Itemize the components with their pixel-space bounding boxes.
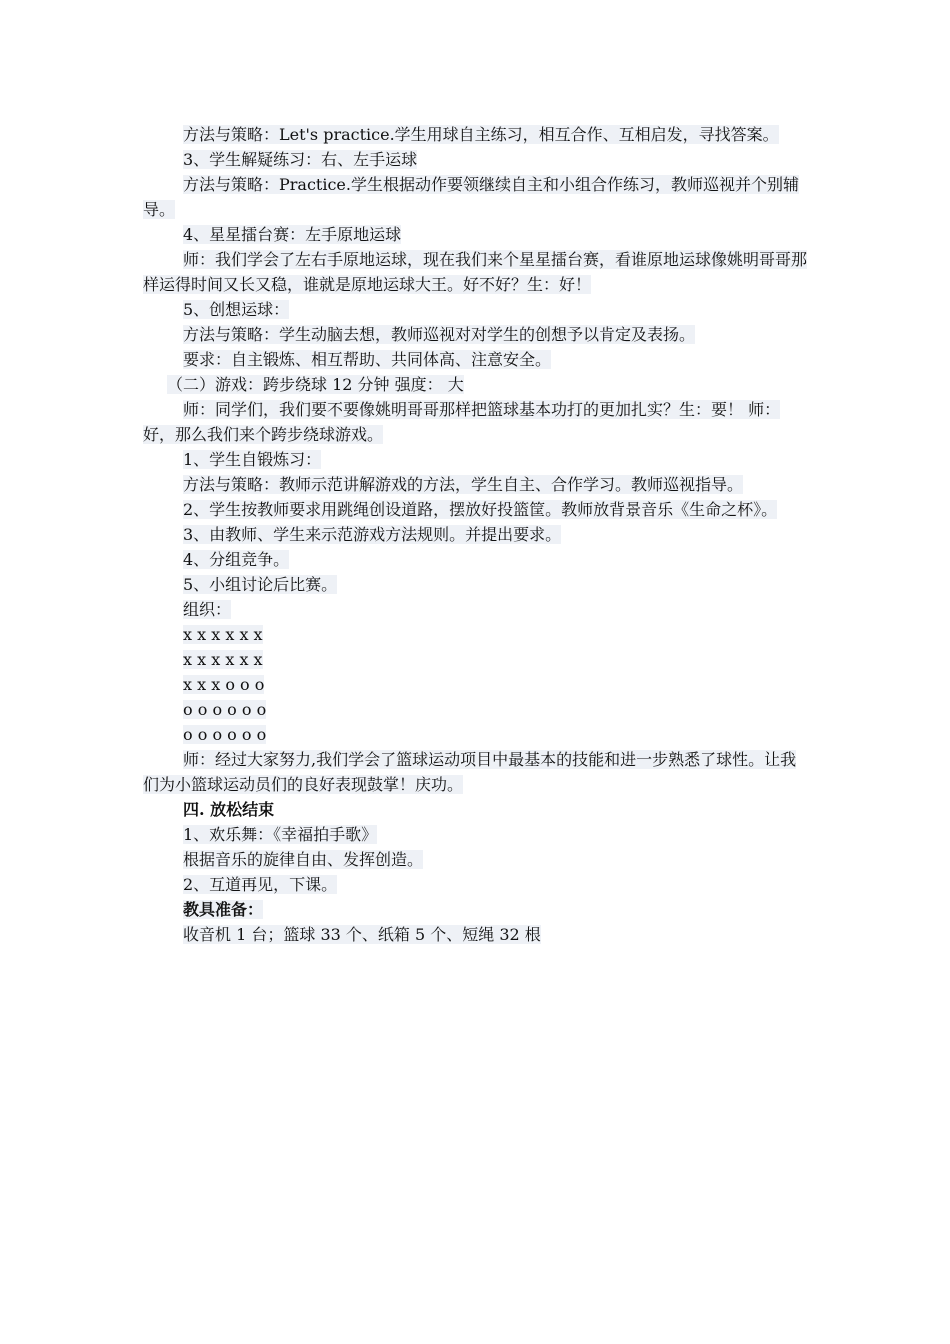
line-text: 5、小组讨论后比赛。 bbox=[183, 575, 338, 594]
formation-row bbox=[143, 622, 808, 647]
line-text: x x x o o o bbox=[183, 675, 265, 694]
line-text: 教具准备： bbox=[183, 900, 264, 919]
line-text: 方法与策略：学生动脑去想，教师巡视对对学生的创想予以肯定及表扬。 bbox=[183, 325, 696, 344]
line-text: （二）游戏：跨步绕球 12 分钟 强度： 大 bbox=[167, 375, 464, 394]
paragraph bbox=[143, 147, 808, 172]
section-heading bbox=[143, 897, 808, 922]
paragraph bbox=[143, 247, 808, 297]
paragraph bbox=[143, 747, 808, 797]
paragraph bbox=[143, 497, 808, 522]
line-text: 方法与策略：教师示范讲解游戏的方法，学生自主、合作学习。教师巡视指导。 bbox=[183, 475, 744, 494]
paragraph bbox=[143, 847, 808, 872]
line-text: 方法与策略：Practice.学生根据动作要领继续自主和小组合作练习，教师巡视并个别辅导。 bbox=[143, 175, 799, 219]
paragraph bbox=[143, 322, 808, 347]
document-body bbox=[143, 122, 808, 947]
line-text: 1、学生自锻炼习： bbox=[183, 450, 322, 469]
paragraph bbox=[143, 822, 808, 847]
line-text: o o o o o o bbox=[183, 700, 267, 719]
paragraph bbox=[143, 122, 808, 147]
line-text: 5、创想运球： bbox=[183, 300, 290, 319]
line-text: 2、互道再见，下课。 bbox=[183, 875, 338, 894]
line-text: 4、分组竞争。 bbox=[183, 550, 290, 569]
line-text: 1、欢乐舞：《幸福拍手歌》 bbox=[183, 825, 378, 844]
line-text: 2、学生按教师要求用跳绳创设道路，摆放好投篮筐。教师放背景音乐《生命之杯》。 bbox=[183, 500, 778, 519]
line-text: 四. 放松结束 bbox=[183, 800, 275, 819]
paragraph bbox=[143, 447, 808, 472]
paragraph bbox=[143, 172, 808, 222]
paragraph bbox=[143, 472, 808, 497]
paragraph bbox=[143, 222, 808, 247]
paragraph bbox=[143, 522, 808, 547]
line-text: 师：经过大家努力,我们学会了篮球运动项目中最基本的技能和进一步熟悉了球性。让我们为小篮球运动员们的良好表现鼓掌！庆功。 bbox=[143, 750, 797, 794]
section-heading bbox=[143, 372, 808, 397]
paragraph bbox=[143, 397, 808, 447]
formation-row bbox=[143, 722, 808, 747]
line-text: x x x x x x bbox=[183, 625, 263, 644]
paragraph bbox=[143, 572, 808, 597]
paragraph bbox=[143, 872, 808, 897]
line-text: 师：同学们，我们要不要像姚明哥哥那样把篮球基本功打的更加扎实？生：要！ 师：好，那么我们来个跨步绕球游戏。 bbox=[143, 400, 781, 444]
line-text: 3、学生解疑练习：右、左手运球 bbox=[183, 150, 418, 169]
line-text: 要求：自主锻炼、相互帮助、共同体高、注意安全。 bbox=[183, 350, 552, 369]
line-text: x x x x x x bbox=[183, 650, 263, 669]
line-text: 4、星星擂台赛：左手原地运球 bbox=[183, 225, 402, 244]
line-text: 根据音乐的旋律自由、发挥创造。 bbox=[183, 850, 424, 869]
paragraph bbox=[143, 347, 808, 372]
formation-row bbox=[143, 697, 808, 722]
paragraph bbox=[143, 922, 808, 947]
line-text: o o o o o o bbox=[183, 725, 267, 744]
line-text: 师：我们学会了左右手原地运球，现在我们来个星星擂台赛，看谁原地运球像姚明哥哥那样运得时间又长又稳，谁就是原地运球大王。好不好？生：好！ bbox=[143, 250, 808, 294]
paragraph bbox=[143, 297, 808, 322]
formation-row bbox=[143, 672, 808, 697]
line-text: 方法与策略：Let's practice.学生用球自主练习，相互合作、互相启发，寻找答案。 bbox=[183, 125, 779, 144]
paragraph bbox=[143, 547, 808, 572]
formation-row bbox=[143, 647, 808, 672]
section-heading bbox=[143, 797, 808, 822]
paragraph bbox=[143, 597, 808, 622]
line-text: 组织： bbox=[183, 600, 232, 619]
line-text: 收音机 1 台；篮球 33 个、纸箱 5 个、短绳 32 根 bbox=[183, 925, 541, 944]
line-text: 3、由教师、学生来示范游戏方法规则。并提出要求。 bbox=[183, 525, 562, 544]
